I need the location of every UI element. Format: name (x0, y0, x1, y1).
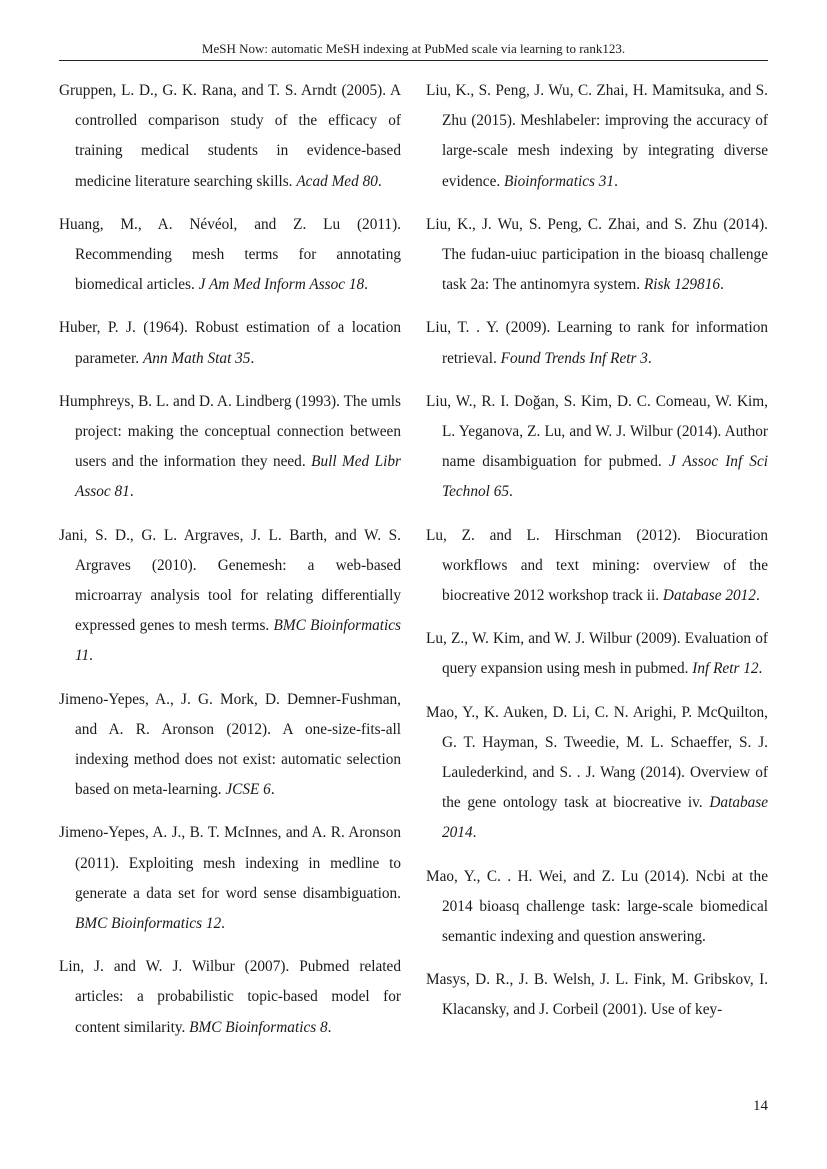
reference-entry: Jimeno-Yepes, A. J., B. T. McInnes, and A. R. Aronson (2011). Exploiting mesh indexing in medline to generate a data set for word sense disambiguation. BMC Bioinformatics 12. (59, 824, 401, 933)
reference-journal: Risk 129816 (643, 276, 721, 294)
reference-entry: Liu, K., S. Peng, J. Wu, C. Zhai, H. Mamitsuka, and S. Zhu (2015). Meshlabeler: improving the accuracy of large-scale mesh indexing by integrating diverse evidence. Bioinformatics 31. (426, 82, 768, 190)
reference-entry: Lin, J. and W. J. Wilbur (2007). Pubmed related articles: a probabilistic topic-based model for content similarity. BMC Bioinformatics 8. (59, 958, 401, 1036)
reference-text: Jimeno-Yepes, A., J. G. Mork, D. Demner-Fushman, and A. R. Aronson (2012). A one-size-fits-all indexing method does not exist: automatic selection based on meta-learning. (59, 690, 401, 799)
reference-text: Lu, Z. and L. Hirschman (2012). Biocuration workflows and text mining: overview of the biocreative 2012 workshop track ii. (426, 526, 768, 605)
reference-text: Gruppen, L. D., G. K. Rana, and T. S. Arndt (2005). A controlled comparison study of the efficacy of training medical students in evidence-based medicine literature searching skills. (59, 82, 401, 190)
references-left-column (59, 76, 401, 1056)
references-right-column (426, 76, 768, 1039)
reference-text: Mao, Y., C. . H. Wei, and Z. Lu (2014). Ncbi at the 2014 bioasq challenge task: large-scale biomedical semantic indexing and question answering. (426, 867, 768, 946)
reference-journal: BMC Bioinformatics 12 (75, 915, 222, 933)
reference-text: Humphreys, B. L. and D. A. Lindberg (1993). The umls project: making the conceptual connection between users and the information they need. (59, 392, 401, 471)
reference-entry: Lu, Z. and L. Hirschman (2012). Biocuration workflows and text mining: overview of the biocreative 2012 workshop track ii. Database 2012. (426, 526, 768, 605)
running-header: MeSH Now: automatic MeSH indexing at PubMed scale via learning to rank123. (201, 41, 626, 56)
reference-entry (426, 965, 768, 1025)
reference-entry (426, 862, 768, 953)
reference-entry: Liu, T. . Y. (2009). Learning to rank for information retrieval. Found Trends Inf Retr 3. (426, 319, 768, 367)
reference-text: Jimeno-Yepes, A. J., B. T. McInnes, and A. R. Aronson (2011). Exploiting mesh indexing in medline to generate a data set for word sense disambiguation. (59, 824, 401, 902)
reference-journal: Acad Med 80 (296, 172, 378, 190)
reference-journal: J Assoc Inf Sci Technol 65 (442, 453, 768, 501)
reference-text: Masys, D. R., J. B. Welsh, J. L. Fink, M. Gribskov, I. Klacansky, and J. Corbeil (2001). Use of key- (426, 971, 768, 1019)
reference-journal: Ann Math Stat 35 (142, 349, 251, 367)
reference-journal: Inf Retr 12 (692, 660, 759, 678)
reference-entry: Jani, S. D., G. L. Argraves, J. L. Barth, and W. S. Argraves (2010). Genemesh: a web-based microarray analysis tool for relating differentially expressed genes to mesh terms. BMC Bioinformatics 11. (59, 526, 402, 665)
reference-entry: Mao, Y., K. Auken, D. Li, C. N. Arighi, P. McQuilton, G. T. Hayman, S. Tweedie, M. L. Schaeffer, S. J. Laulederkind, and S. . J. Wang (2014). Overview of the gene ontology task at biocreative iv. Database 2014. (426, 703, 769, 842)
reference-entry: Humphreys, B. L. and D. A. Lindberg (1993). The umls project: making the conceptual connection between users and the information they need. Bull Med Libr Assoc 81. (59, 392, 401, 501)
header-rule (59, 60, 768, 61)
reference-journal: JCSE 6 (225, 781, 271, 799)
reference-entry: Huang, M., A. Névéol, and Z. Lu (2011). Recommending mesh terms for annotating biomedical articles. J Am Med Inform Assoc 18. (59, 215, 401, 294)
reference-journal: Found Trends Inf Retr 3 (500, 349, 648, 367)
reference-journal: J Am Med Inform Assoc 18 (198, 276, 365, 294)
reference-text: Lin, J. and W. J. Wilbur (2007). Pubmed related articles: a probabilistic topic-based model for content similarity. (59, 958, 401, 1036)
reference-text: Liu, T. . Y. (2009). Learning to rank for information retrieval. (426, 319, 768, 367)
reference-journal: Bull Med Libr Assoc 81 (75, 453, 401, 501)
reference-text: Liu, K., J. Wu, S. Peng, C. Zhai, and S. Zhu (2014). The fudan-uiuc participation in the bioasq challenge task 2a: The antinomyra system. (426, 215, 768, 294)
reference-entry: Liu, W., R. I. Doğan, S. Kim, D. C. Comeau, W. Kim, L. Yeganova, Z. Lu, and W. J. Wilbur (2014). Author name disambiguation for pubmed. J Assoc Inf Sci Technol 65. (426, 392, 768, 501)
reference-journal: BMC Bioinformatics 8 (189, 1018, 328, 1036)
reference-entry: Liu, K., J. Wu, S. Peng, C. Zhai, and S. Zhu (2014). The fudan-uiuc participation in the bioasq challenge task 2a: The antinomyra system. Risk 129816. (426, 215, 768, 294)
reference-text: Mao, Y., K. Auken, D. Li, C. N. Arighi, P. McQuilton, G. T. Hayman, S. Tweedie, M. L. Schaeffer, S. J. Laulederkind, and S. . J. Wang (2014). Overview of the gene ontology task at biocreative iv. (426, 703, 768, 812)
reference-entry: Jimeno-Yepes, A., J. G. Mork, D. Demner-Fushman, and A. R. Aronson (2012). A one-size-fits-all indexing method does not exist: automatic selection based on meta-learning. JCSE 6. (59, 690, 401, 799)
reference-entry: Lu, Z., W. Kim, and W. J. Wilbur (2009). Evaluation of query expansion using mesh in pubmed. Inf Retr 12. (426, 630, 768, 678)
reference-text: Jani, S. D., G. L. Argraves, J. L. Barth, and W. S. Argraves (2010). Genemesh: a web-based microarray analysis tool for relating differentially expressed genes to mesh terms. (59, 526, 401, 635)
reference-text: Liu, K., S. Peng, J. Wu, C. Zhai, H. Mamitsuka, and S. Zhu (2015). Meshlabeler: improving the accuracy of large-scale mesh indexing by integrating diverse evidence. (426, 82, 768, 190)
reference-journal: Bioinformatics 31 (504, 172, 615, 190)
reference-text: Huber, P. J. (1964). Robust estimation of a location parameter. (59, 319, 401, 367)
reference-journal: Database 2012 (662, 587, 756, 605)
reference-entry: Huber, P. J. (1964). Robust estimation of a location parameter. Ann Math Stat 35. (59, 319, 401, 367)
reference-text: Lu, Z., W. Kim, and W. J. Wilbur (2009). Evaluation of query expansion using mesh in pubmed. (426, 630, 768, 678)
reference-journal: Database 2014 (442, 794, 769, 842)
reference-text: Liu, W., R. I. Doğan, S. Kim, D. C. Comeau, W. Kim, L. Yeganova, Z. Lu, and W. J. Wilbur (2014). Author name disambiguation for pubmed. (426, 392, 768, 471)
page-number: 14 (753, 1098, 768, 1114)
reference-text: Huang, M., A. Névéol, and Z. Lu (2011). Recommending mesh terms for annotating biomedical articles. (59, 215, 401, 294)
reference-entry: Gruppen, L. D., G. K. Rana, and T. S. Arndt (2005). A controlled comparison study of the efficacy of training medical students in evidence-based medicine literature searching skills. Acad Med 80. (59, 82, 401, 190)
reference-journal: BMC Bioinformatics 11 (75, 617, 402, 665)
